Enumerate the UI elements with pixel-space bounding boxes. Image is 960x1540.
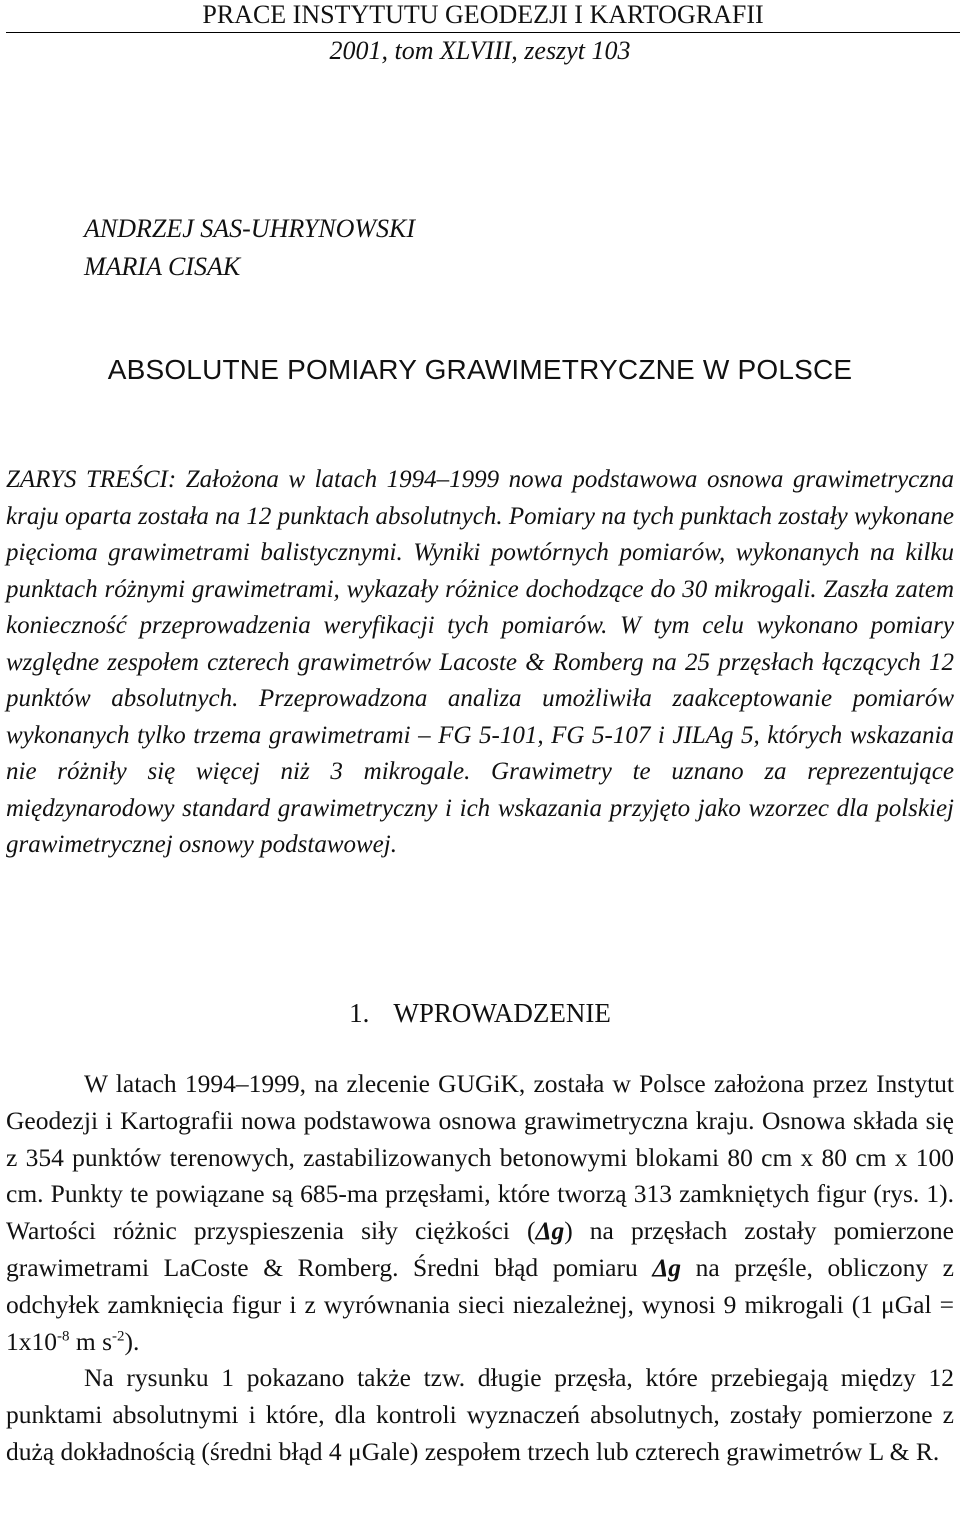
paragraph-text: m s xyxy=(69,1326,113,1356)
journal-series-title: PRACE INSTYTUTU GEODEZJI I KARTOGRAFII xyxy=(6,0,960,33)
paragraph-text: ) na przęsłach zostały pomierzone grawimetrami LaCoste & Romberg. Średni błąd pomiaru xyxy=(6,1216,954,1282)
delta-g-symbol: Δg xyxy=(652,1252,682,1282)
body-text xyxy=(6,1066,954,1471)
author-name: ANDRZEJ SAS-UHRYNOWSKI xyxy=(84,214,416,243)
author-name: MARIA CISAK xyxy=(84,252,241,281)
section-title: WPROWADZENIE xyxy=(393,998,611,1028)
exponent: -8 xyxy=(57,1328,70,1345)
paragraph-text: W latach 1994–1999, na zlecenie GUGiK, została w Polsce założona przez Instytut Geodezji i Kartografii nowa podstawowa osnowa grawimetryczna kraju. Osnowa składa się z 354 punktów terenowych, zastabilizowanych betonowymi blokami 80 cm x 80 cm x 100 cm. Punkty te powiązane są 685-ma przęsłami, które tworzą 313 zamkniętych figur (rys. 1). Wartości różnic przyspieszenia siły ciężkości ( xyxy=(6,1069,954,1246)
journal-header xyxy=(0,0,960,66)
abstract-text: Założona w latach 1994–1999 nowa podstawowa osnowa grawimetryczna kraju oparta została na 12 punktach absolutnych. Pomiary na tych punktach zostały wykonane pięcioma grawimetrami balistycznymi. Wyniki powtórnych pomiarów, wykonanych na kilku punktach różnymi grawimetrami, wykazały różnice dochodzące do 30 mikrogali. Zaszła zatem konieczność przeprowadzenia weryfikacji tych pomiarów. W tym celu wykonano pomiary względne zespołem czterech grawimetrów Lacoste & Romberg na 25 przęsłach łączących 12 punktów absolutnych. Przeprowadzona analiza umożliwiła zaakceptowanie pomiarów wykonanych tylko trzema grawimetrami – FG 5-101, FG 5-107 i JILAg 5, których wskazania nie różniły się więcej niż 3 mikrogale. Grawimetry te uznano za reprezentujące międzynarodowy standard grawimetryczny i ich wskazania przyjęto jako wzorzec dla polskiej grawimetrycznej osnowy podstawowej. xyxy=(6,466,954,858)
journal-volume: 2001, tom XLVIII, zeszyt 103 xyxy=(329,36,631,65)
section-number: 1. xyxy=(349,998,370,1028)
paragraph: Na rysunku 1 pokazano także tzw. długie przęsła, które przebiegają między 12 punktami absolutnymi i które, dla kontroli wyznaczeń absolutnych, zostały pomierzone z dużą dokładnością (średni błąd 4 μGale) zespołem trzech lub czterech grawimetrów L & R. xyxy=(6,1363,954,1466)
article-title: ABSOLUTNE POMIARY GRAWIMETRYCZNE W POLSCE xyxy=(107,354,853,385)
delta-g-symbol: Δg xyxy=(535,1216,565,1246)
abstract-label: ZARYS TREŚCI: xyxy=(6,466,177,493)
abstract xyxy=(6,462,954,864)
paragraph-text: na przęśle, obliczony z odchyłek zamknięcia figur i z wyrównania sieci niezależnej, wynosi 9 mikrogali (1 μGal = 1x10 xyxy=(6,1252,954,1356)
paragraph-text: ). xyxy=(124,1326,140,1356)
paragraph xyxy=(6,1066,954,1360)
section-heading xyxy=(0,996,960,1030)
author-list xyxy=(84,210,415,286)
exponent: -2 xyxy=(112,1328,125,1345)
